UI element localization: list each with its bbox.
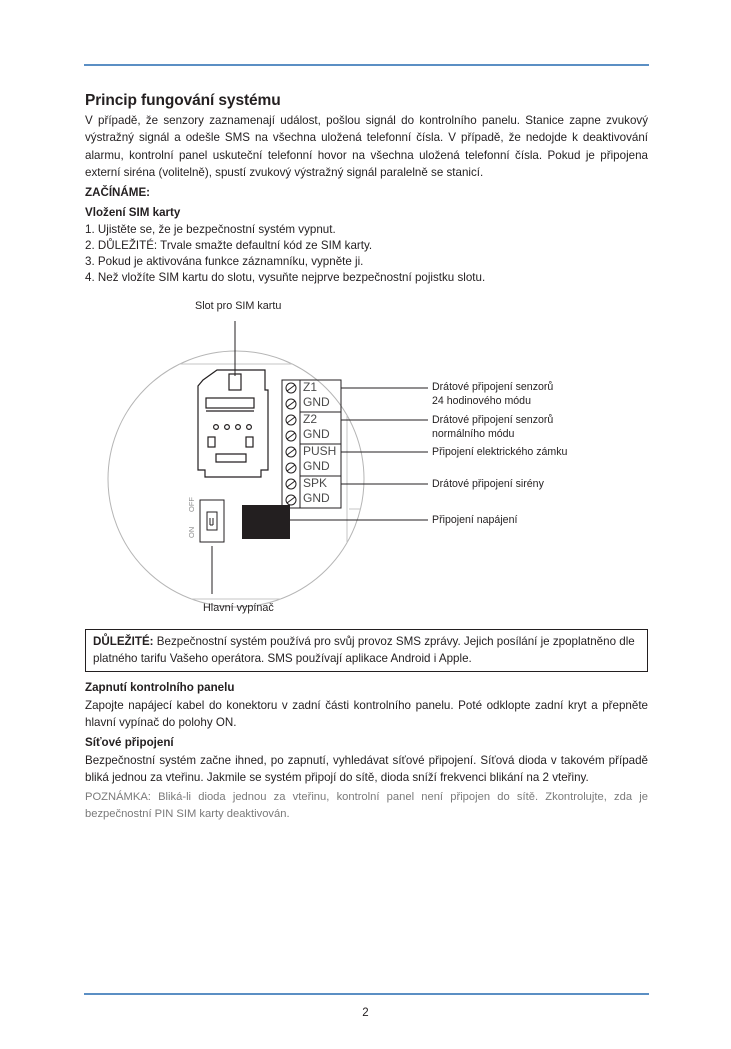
power-on-title: Zapnutí kontrolního panelu bbox=[85, 681, 235, 695]
terminal-label: Z2 bbox=[303, 411, 318, 426]
list-item: 2. DŮLEŽITÉ: Trvale smažte defaultní kód ze SIM karty. bbox=[85, 238, 373, 252]
callout-siren: Drátové připojení sirény bbox=[432, 477, 544, 490]
switch-off-label: OFF bbox=[187, 496, 196, 512]
page-title: Princip fungování systému bbox=[85, 92, 281, 109]
start-title: ZAČÍNÁME: bbox=[85, 186, 151, 200]
terminal-label: Z1 bbox=[303, 379, 318, 394]
list-item: 4. Než vložíte SIM kartu do slotu, vysuňte nejprve bezpečnostní pojistku slotu. bbox=[85, 270, 486, 284]
switch-label: Hlavní vypínač bbox=[203, 601, 274, 614]
callout-zone24: Drátové připojení senzorů 24 hodinového módu bbox=[432, 380, 554, 407]
list-item: 1. Ujistěte se, že je bezpečnostní systém vypnut. bbox=[85, 222, 336, 236]
network-text: Bezpečnostní systém začne ihned, po zapnutí, vyhledávat síťové připojení. Síťová dioda v takovém případě bliká jednou za vteřinu. Jakmile se systém připojí do sítě, dioda sníží frekvenci blikání na 2 vteřiny. bbox=[85, 753, 648, 784]
important-note bbox=[85, 629, 648, 673]
terminal-label: GND bbox=[303, 426, 330, 441]
important-label: DŮLEŽITÉ: bbox=[93, 634, 154, 648]
list-item: 3. Pokud je aktivována funkce záznamníku, vypněte ji. bbox=[85, 254, 364, 268]
terminal-label: GND bbox=[303, 394, 330, 409]
switch-on-label: ON bbox=[187, 526, 196, 538]
callout-zone-normal: Drátové připojení senzorů normálního módu bbox=[432, 413, 554, 440]
terminal-label: GND bbox=[303, 490, 330, 505]
top-rule bbox=[84, 64, 649, 66]
power-on-text: Zapojte napájecí kabel do konektoru v zadní části kontrolního panelu. Poté odklopte zadní kryt a přepněte hlavní vypínač do polohy ON. bbox=[85, 698, 648, 729]
sim-steps bbox=[85, 222, 648, 286]
terminal-label: PUSH bbox=[303, 443, 337, 458]
network-remark: POZNÁMKA: Bliká-li dioda jednou za vteřinu, kontrolní panel není připojen do sítě. Zkontrolujte, zda je bezpečnostní PIN SIM karty deaktivován. bbox=[85, 791, 648, 821]
callout-power: Připojení napájení bbox=[432, 513, 518, 526]
board-illustration bbox=[85, 294, 648, 629]
power-connector bbox=[242, 505, 290, 539]
important-text: Bezpečnostní systém používá pro svůj provoz SMS zprávy. Jejich posílání je zpoplatněno dle platného tarifu Vašeho operátora. SMS používají aplikace Android i Apple. bbox=[93, 634, 635, 666]
terminal-label: GND bbox=[303, 458, 330, 473]
intro-paragraph: V případě, že senzory zaznamenají událost, pošlou signál do kontrolního panelu. Stanice zapne zvukový výstražný signál a odešle SMS na všechna uložená telefonní čísla. V případě, že nedojde k deaktivování alarmu, kontrolní panel uskuteční telefonní hovor na všechna uložená telefonní čísla. Pokud je připojena externí siréna (volitelně), spustí zvukový výstražný signál paralelně se stanicí. bbox=[85, 114, 648, 179]
page-number: 2 bbox=[362, 1007, 369, 1019]
slot-label: Slot pro SIM kartu bbox=[195, 299, 282, 312]
network-title: Síťové připojení bbox=[85, 736, 174, 750]
terminal-label: SPK bbox=[303, 475, 328, 490]
sim-title: Vložení SIM karty bbox=[85, 206, 181, 220]
page-content bbox=[85, 92, 648, 823]
bottom-rule bbox=[84, 993, 649, 995]
wiring-figure bbox=[85, 294, 648, 629]
callout-lock: Připojení elektrického zámku bbox=[432, 445, 568, 458]
